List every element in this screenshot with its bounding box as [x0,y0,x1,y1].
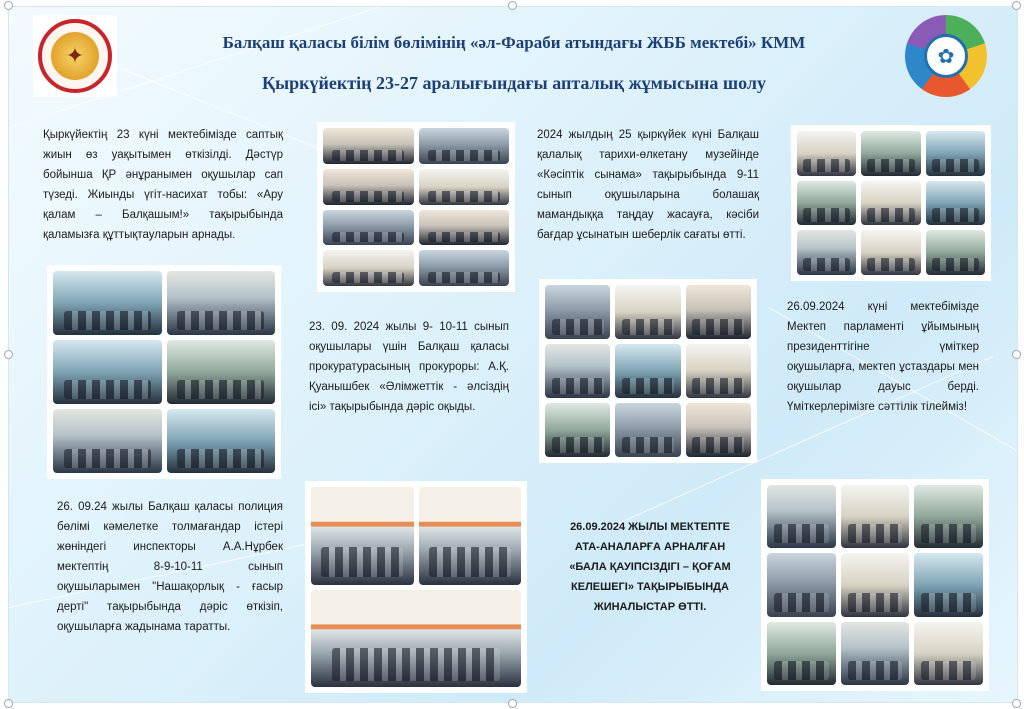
photo [841,622,910,685]
photo [615,403,680,457]
photo [167,340,276,404]
parliament-photo-grid [791,125,991,281]
photo [419,169,510,205]
photo [767,553,836,616]
photo [841,553,910,616]
assembly-text: Қыркүйектің 23 күні мектебімізде саптық жиын өз уақытымен өткізілді. Дәстүр бойынша ҚР әнұранымен оқушылар сап түзеді. Жиынды үгіт-насихат тобы: «Ару қалам – Балқашым!» тақырыбында қаламызға құттықтауларын арнады. [43,129,283,241]
photo [323,210,414,246]
photo [914,485,983,548]
page-title: Балқаш қаласы білім бөлімінің «әл-Фараби атындағы ЖББ мектебі» КММ [222,33,806,52]
photo [545,403,610,457]
photo [323,250,414,286]
photo [53,409,162,473]
photo [914,622,983,685]
photo [615,285,680,339]
resize-handle[interactable] [4,1,13,10]
photo [53,271,162,335]
education-wheel-logo [905,15,987,97]
parents-meeting-photo-grid [761,479,989,691]
photo [926,131,985,176]
photo [419,128,510,164]
photo [686,403,751,457]
photo [926,181,985,226]
photo [797,230,856,275]
photo [686,285,751,339]
photo [167,409,276,473]
photo [419,487,522,585]
page-subtitle: Қыркүйектің 23-27 аралығындағы апталық жұмысына шолу [262,73,766,93]
photo [311,487,414,585]
photo [419,250,510,286]
photo [914,553,983,616]
photo [311,590,521,688]
photo [861,131,920,176]
museum-text: 2024 жылдың 25 қыркүйек күні Балқаш қалалық тарихи-өлкетану музейінде «Кәсіптік сынама» тақырыбында 9-11 сынып оқушыларына болашақ мамандыққа таңдау жасауға, кәсіби бағдар ұсынатын шеберлік сағаты өтті. [537,129,759,241]
prosecutor-photo-grid [317,122,515,292]
parents-meeting-text: 26.09.2024 ЖЫЛЫ МЕКТЕПТЕ АТА-АНАЛАРҒА АРНАЛҒАН «БАЛА ҚАУІПСІЗДІГІ – ҚОҒАМ КЕЛЕШЕГІ» ТАҚЫРЫБЫНДА ЖИНАЛЫСТАР ӨТТІ. [569,521,731,613]
poster-slide [8,6,1018,703]
photo [841,485,910,548]
resize-handle[interactable] [508,699,517,708]
photo [797,131,856,176]
school-emblem-logo [33,15,117,97]
photo [767,622,836,685]
photo [767,485,836,548]
education-wheel-icon: ✿ [924,34,968,78]
resize-handle[interactable] [1012,350,1021,359]
assembly-photo-grid [47,265,281,479]
photo [686,344,751,398]
museum-photo-grid [539,279,757,463]
photo [926,230,985,275]
photo [797,181,856,226]
photo [419,210,510,246]
photo [861,181,920,226]
prosecutor-text: 23. 09. 2024 жылы 9- 10-11 сынып оқушылары үшін Балқаш қаласы прокуратурасының прокуроры: А.Қ. Қуанышбек «Әлімжеттік - әлсіздің ісі» тақырыбында дәріс оқыды. [309,321,509,413]
resize-handle[interactable] [508,1,517,10]
resize-handle[interactable] [4,350,13,359]
police-photo-grid [305,481,527,693]
photo [545,285,610,339]
photo [545,344,610,398]
photo [323,169,414,205]
photo [53,340,162,404]
photo [861,230,920,275]
resize-handle[interactable] [1012,699,1021,708]
resize-handle[interactable] [4,699,13,708]
school-emblem-icon: ✦ [38,19,112,93]
photo [167,271,276,335]
parliament-text: 26.09.2024 күні мектебімізде Мектеп парламенті ұйымының президенттігіне үміткер оқушыларға, мектеп ұстаздары мен оқушылар дауыс берді. Үміткерлерімізге сәттілік тілейміз! [787,301,979,413]
police-text: 26. 09.24 жылы Балқаш қаласы полиция бөлімі кәмелетке толмағандар істері жөніндегі инспекторы А.А.Нұрбек мектептің 8-9-10-11 сынып оқушыларымен "Нашақорлық - ғасыр дерті" тақырыбында дәріс өткізіп, оқушыларға жадынама таратты. [57,501,283,633]
photo [615,344,680,398]
resize-handle[interactable] [1012,1,1021,10]
photo [323,128,414,164]
